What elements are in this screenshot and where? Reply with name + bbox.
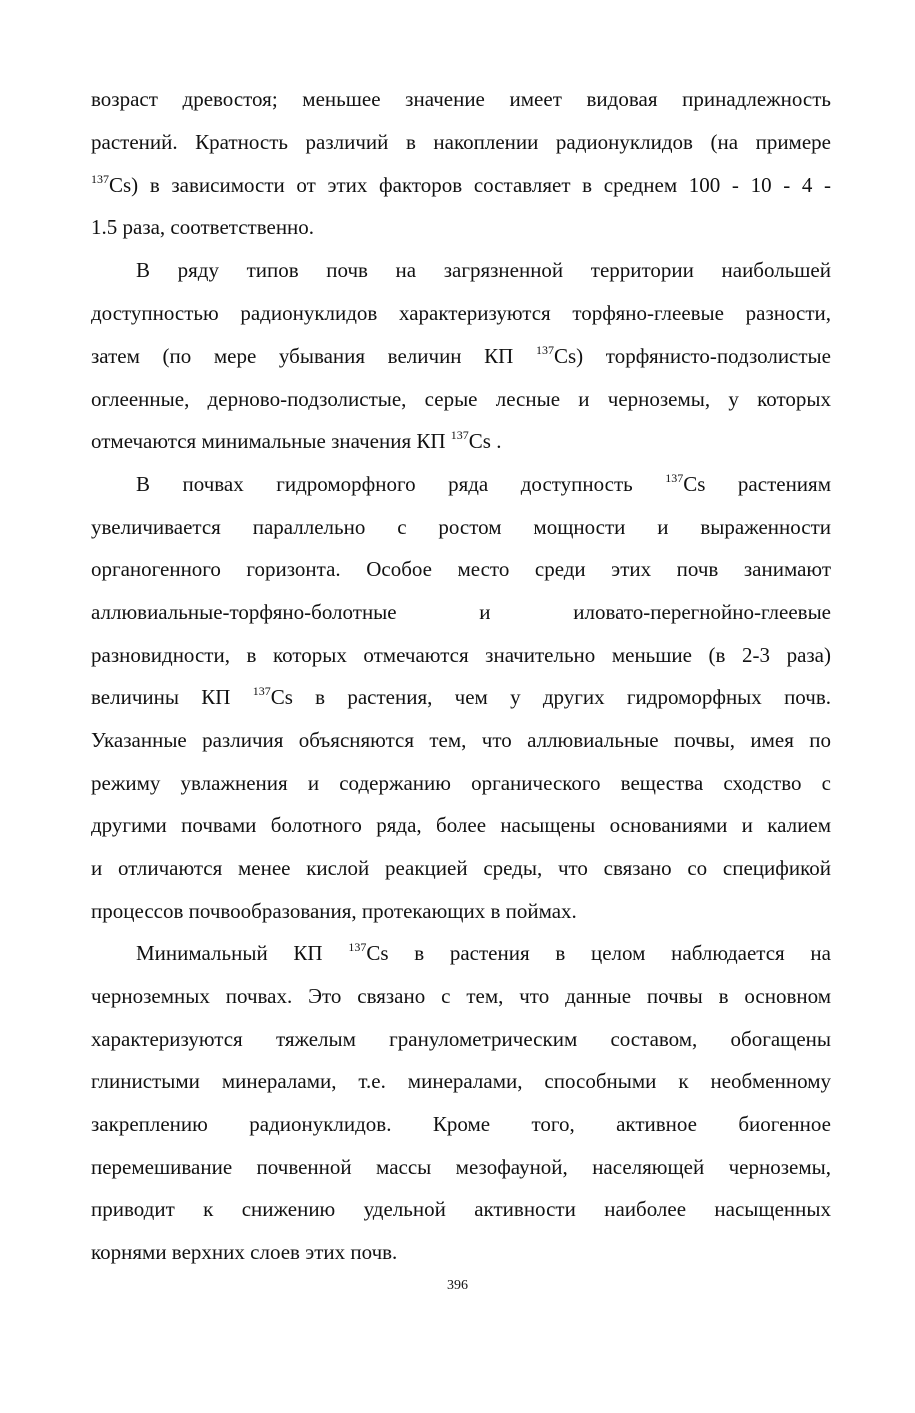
paragraph-3-line-2: увеличивается параллельно с ростом мощности и выраженности — [91, 515, 831, 539]
paragraph-2-line-3-post: Cs) торфянисто-подзолистые — [553, 344, 831, 368]
paragraph-2-line-5-post: Cs . — [468, 429, 502, 453]
paragraph-3-line-1-post: Cs растениям — [683, 472, 831, 496]
paragraph-1-line-3-text: Cs) в зависимости от этих факторов составляет в среднем 100 - 10 - 4 - — [109, 173, 831, 197]
paragraph-3-line-6 — [91, 684, 831, 710]
paragraph-3-line-7: Указанные различия объясняются тем, что аллювиальные почвы, имея по — [91, 728, 831, 752]
paragraph-3-line-4: аллювиальные-торфяно-болотные и иловато-перегнойно-глеевые — [91, 600, 831, 624]
paragraph-1-line-4: 1.5 раза, соответственно. — [91, 215, 315, 239]
paragraph-3-line-3: органогенного горизонта. Особое место среди этих почв занимают — [91, 557, 831, 581]
paragraph-3-line-8: режиму увлажнения и содержанию органического вещества сходство с — [91, 771, 831, 795]
paragraph-2-line-5 — [91, 428, 831, 454]
isotope-mass-number: 137 — [348, 940, 367, 954]
paragraph-2-line-3-pre: затем (по мере убывания величин КП — [91, 344, 536, 368]
paragraph-2-line-4: оглеенные, дерново-подзолистые, серые лесные и черноземы, у которых — [91, 387, 831, 411]
paragraph-4-line-5: закреплению радионуклидов. Кроме того, активное биогенное — [91, 1112, 831, 1136]
page-number: 396 — [447, 1278, 468, 1293]
paragraph-4-line-8: корнями верхних слоев этих почв. — [91, 1240, 398, 1264]
paragraph-3-line-1-pre: В почвах гидроморфного ряда доступность — [136, 472, 666, 496]
paragraph-4-line-3: характеризуются тяжелым гранулометрическим составом, обогащены — [91, 1027, 831, 1051]
paragraph-4-line-6: перемешивание почвенной массы мезофауной, населяющей черноземы, — [91, 1155, 831, 1179]
paragraph-4-line-1 — [136, 940, 831, 966]
paragraph-3-line-5: разновидности, в которых отмечаются значительно меньшие (в 2-3 раза) — [91, 643, 831, 667]
paragraph-4-line-7: приводит к снижению удельной активности наиболее насыщенных — [91, 1197, 831, 1221]
isotope-mass-number: 137 — [252, 684, 271, 698]
paragraph-1-line-1: возраст древостоя; меньшее значение имеет видовая принадлежность — [91, 87, 831, 111]
paragraph-1-line-2: растений. Кратность различий в накоплении радионуклидов (на примере — [91, 130, 831, 154]
paragraph-4-line-2: черноземных почвах. Это связано с тем, что данные почвы в основном — [91, 984, 831, 1008]
paragraph-2-line-1: В ряду типов почв на загрязненной территории наибольшей — [136, 258, 831, 282]
paragraph-3-line-1 — [136, 471, 831, 497]
paragraph-4-line-4: глинистыми минералами, т.е. минералами, способными к необменному — [91, 1069, 831, 1093]
paragraph-2-line-2: доступностью радионуклидов характеризуются торфяно-глеевые разности, — [91, 301, 831, 325]
isotope-mass-number: 137 — [535, 343, 554, 357]
paragraph-3-line-11: процессов почвообразования, протекающих в поймах. — [91, 899, 577, 923]
paragraph-3-line-10: и отличаются менее кислой реакцией среды, что связано со спецификой — [91, 856, 831, 880]
paragraph-3-line-6-post: Cs в растения, чем у других гидроморфных почв. — [270, 685, 831, 709]
paragraph-4-line-1-post: Cs в растения в целом наблюдается на — [366, 941, 831, 965]
paragraph-1-line-3 — [91, 172, 831, 198]
paragraph-4-line-1-pre: Минимальный КП — [136, 941, 349, 965]
isotope-mass-number: 137 — [91, 172, 109, 186]
isotope-mass-number: 137 — [450, 428, 469, 442]
paragraph-3-line-6-pre: величины КП — [91, 685, 253, 709]
paragraph-3-line-9: другими почвами болотного ряда, более насыщены основаниями и калием — [91, 813, 831, 837]
paragraph-2-line-5-pre: отмечаются минимальные значения КП — [91, 429, 451, 453]
isotope-mass-number: 137 — [665, 471, 684, 485]
paragraph-2-line-3 — [91, 343, 831, 369]
